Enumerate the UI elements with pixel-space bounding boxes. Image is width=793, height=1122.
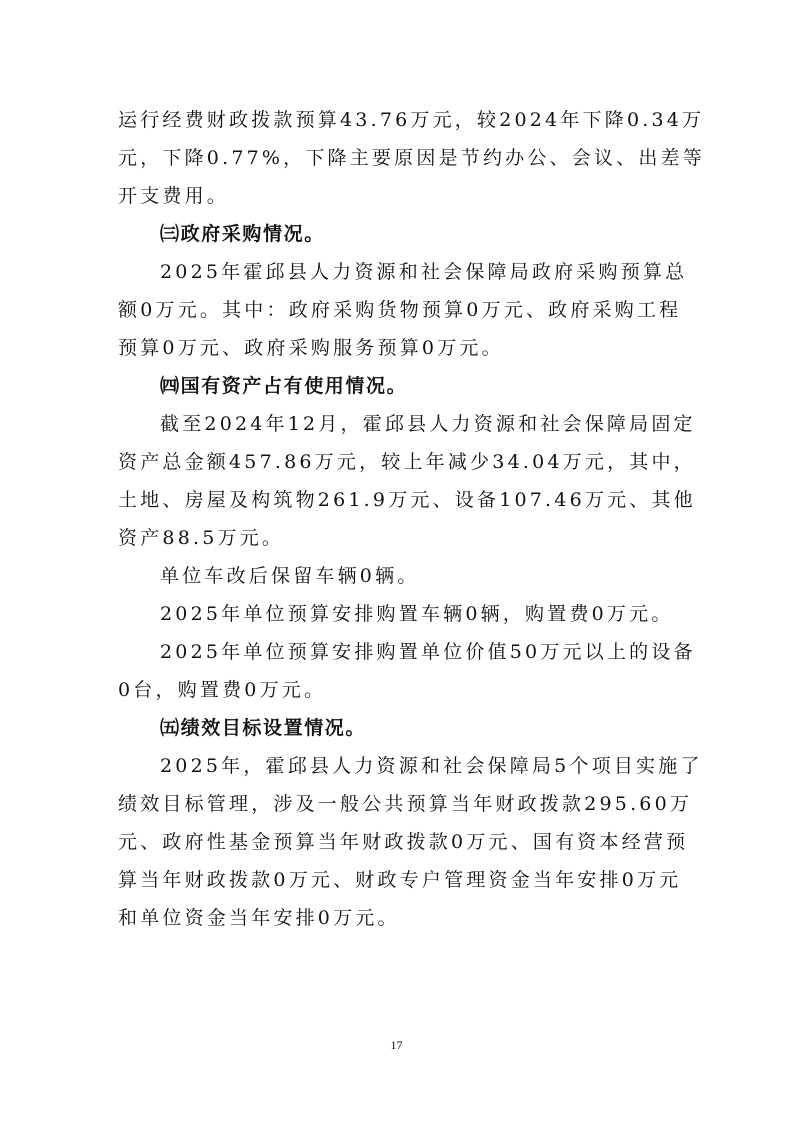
paragraph-procurement-line-2: 额0万元。其中：政府采购货物预算0万元、政府采购工程 [118, 299, 682, 321]
paragraph-performance-line-3: 元、政府性基金预算当年财政拨款0万元、国有资本经营预 [118, 831, 689, 853]
page-number: 17 [390, 1038, 403, 1052]
paragraph-performance-line-4: 算当年财政拨款0万元、财政专户管理资金当年安排0万元 [118, 869, 682, 891]
paragraph-performance-line-5: 和单位资金当年安排0万元。 [118, 907, 400, 929]
paragraph-performance-line-2: 绩效目标管理，涉及一般公共预算当年财政拨款295.60万 [118, 793, 693, 815]
paragraph-procurement-line-1: 2025年霍邱县人力资源和社会保障局政府采购预算总 [160, 261, 688, 283]
paragraph-intro-line-3: 开支费用。 [118, 185, 230, 207]
paragraph-equipment-line-2: 0台，购置费0万元。 [118, 679, 327, 701]
paragraph-intro-line-2: 元，下降0.77%，下降主要原因是节约办公、会议、出差等 [118, 147, 705, 169]
section-heading-performance: ㈤绩效目标设置情况。 [160, 717, 367, 739]
paragraph-assets-line-2: 资产总金额457.86万元，较上年减少34.04万元，其中， [118, 451, 696, 473]
paragraph-intro-line-1: 运行经费财政拨款预算43.76万元，较2024年下降0.34万 [118, 109, 705, 131]
paragraph-performance-line-1: 2025年，霍邱县人力资源和社会保障局5个项目实施了 [160, 755, 703, 777]
paragraph-procurement-line-3: 预算0万元、政府采购服务预算0万元。 [118, 337, 504, 359]
paragraph-equipment-line-1: 2025年单位预算安排购置单位价值50万元以上的设备 [160, 641, 696, 663]
paragraph-vehicle-budget: 2025年单位预算安排购置车辆0辆，购置费0万元。 [160, 603, 674, 625]
section-heading-assets: ㈣国有资产占有使用情况。 [160, 375, 408, 397]
paragraph-assets-line-4: 资产88.5万元。 [118, 527, 285, 549]
paragraph-assets-line-1: 截至2024年12月，霍邱县人力资源和社会保障局固定 [160, 413, 696, 435]
paragraph-assets-line-3: 土地、房屋及构筑物261.9万元、设备107.46万元、其他 [118, 489, 696, 511]
section-heading-procurement: ㈢政府采购情况。 [160, 223, 325, 245]
paragraph-vehicles: 单位车改后保留车辆0辆。 [160, 565, 420, 587]
